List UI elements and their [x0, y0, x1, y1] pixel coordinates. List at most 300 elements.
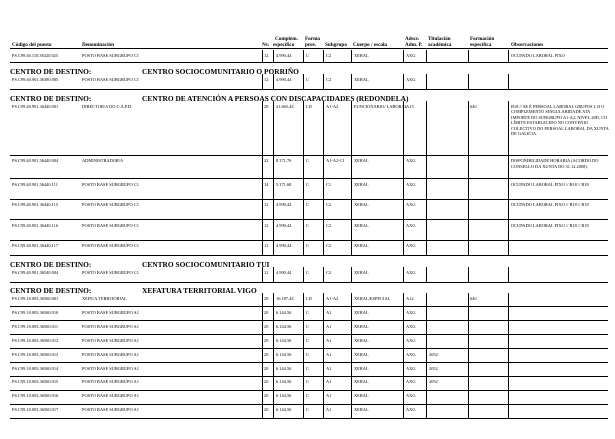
- column-divider: [323, 179, 324, 199]
- column-divider: [262, 199, 263, 219]
- header-nivel: Nv.: [262, 42, 270, 48]
- column-divider: [403, 293, 404, 306]
- row-complemento: 6.144,56: [276, 351, 292, 357]
- column-divider: [273, 74, 274, 89]
- row-subgrupo: A1: [326, 351, 332, 357]
- row-rule: [10, 282, 608, 283]
- column-divider: [508, 267, 509, 282]
- row-denominacion: POSTO BASE SUBGRUPO C1: [82, 181, 139, 187]
- row-code: PS.C99.40.901.36380.005: [12, 77, 59, 82]
- row-titulacion: 2052: [429, 365, 438, 371]
- column-divider: [323, 293, 324, 306]
- column-divider: [303, 335, 304, 348]
- column-divider: [403, 179, 404, 199]
- column-divider: [262, 220, 263, 240]
- row-rule: [10, 348, 608, 349]
- row-observaciones: OCUPADO LABORAL FIXO // B18 // B18: [511, 222, 589, 228]
- row-subgrupo: C2: [326, 53, 332, 58]
- column-divider: [351, 376, 352, 389]
- row-adscripcion: A12: [406, 296, 414, 301]
- row-subgrupo: C1: [326, 181, 332, 187]
- column-divider: [273, 240, 274, 255]
- column-divider: [468, 101, 469, 155]
- row-code: PS.C99.10.003.36560.012: [12, 337, 59, 343]
- row-code: PS.C99.10.003.36560.010: [12, 309, 59, 315]
- column-divider: [468, 74, 469, 89]
- column-divider: [508, 101, 509, 155]
- column-divider: [468, 390, 469, 403]
- column-divider: [262, 293, 263, 306]
- column-divider: [468, 50, 469, 62]
- column-divider: [273, 363, 274, 376]
- column-divider: [403, 376, 404, 389]
- column-divider: [303, 390, 304, 403]
- column-divider: [262, 50, 263, 62]
- column-divider: [262, 335, 263, 348]
- row-formacion: 640: [470, 103, 477, 109]
- row-denominacion: ADMINISTRADOR/A: [82, 158, 124, 163]
- row-nivel: 22: [264, 158, 269, 163]
- column-divider: [426, 335, 427, 348]
- row-cuerpo: XERAL: [354, 222, 369, 228]
- column-divider: [403, 50, 404, 62]
- column-divider: [351, 321, 352, 334]
- row-complemento: 8.171,76: [276, 158, 292, 163]
- row-denominacion: POSTO BASE SUBGRUPO C1: [82, 222, 139, 228]
- centro-destino-heading: [10, 286, 257, 295]
- row-adscripcion: AXG: [406, 53, 416, 58]
- column-divider: [426, 363, 427, 376]
- column-divider: [508, 349, 509, 362]
- column-divider: [323, 404, 324, 417]
- column-divider: [303, 293, 304, 306]
- column-divider: [426, 155, 427, 178]
- column-divider: [273, 349, 274, 362]
- column-divider: [273, 267, 274, 282]
- header-formacion-1: Formación: [470, 36, 495, 42]
- row-code: PS.C99.40.901.36440.001: [12, 103, 59, 109]
- row-denominacion: POSTO BASE SUBGRUPO A1: [82, 337, 139, 343]
- row-complemento: 4.990,44: [276, 53, 292, 58]
- header-adscripcion-1: Adscr.: [405, 36, 420, 42]
- column-divider: [403, 390, 404, 403]
- column-divider: [323, 267, 324, 282]
- row-subgrupo: A1: [326, 309, 332, 315]
- column-divider: [508, 74, 509, 89]
- column-divider: [403, 101, 404, 155]
- column-divider: [403, 240, 404, 255]
- column-divider: [323, 155, 324, 178]
- centro-label: CENTRO DE DESTINO:: [10, 67, 92, 76]
- column-divider: [403, 321, 404, 334]
- row-adscripcion: AXG: [406, 158, 416, 163]
- centro-label: CENTRO DE DESTINO:: [10, 93, 92, 103]
- row-rule: [10, 155, 608, 156]
- row-adscripcion: AXG: [406, 323, 416, 329]
- column-divider: [323, 101, 324, 155]
- row-denominacion: POSTO BASE SUBGRUPO A1: [82, 393, 139, 399]
- column-divider: [323, 240, 324, 255]
- row-adscripcion: AXG: [406, 337, 416, 343]
- column-divider: [508, 179, 509, 199]
- row-complemento: 6.144,56: [276, 323, 292, 329]
- row-cuerpo: XERAL: [354, 309, 369, 315]
- column-divider: [303, 220, 304, 240]
- column-divider: [508, 50, 509, 62]
- column-divider: [508, 240, 509, 255]
- header-denominacion: Denominación: [82, 42, 114, 48]
- column-divider: [323, 74, 324, 89]
- row-subgrupo: A1: [326, 407, 332, 413]
- row-denominacion: DIRECTOR/A DO C.A.P.D.: [82, 103, 133, 109]
- centro-destino-heading: [10, 259, 270, 269]
- centro-destino-heading: [10, 93, 409, 103]
- column-divider: [262, 179, 263, 199]
- row-cuerpo: XERAL: [354, 379, 369, 385]
- row-rule: [10, 62, 608, 63]
- header-forma-1: Forma: [305, 36, 320, 42]
- row-adscripcion: AXG: [406, 309, 416, 315]
- centro-label: CENTRO DE DESTINO:: [10, 286, 92, 295]
- column-divider: [468, 220, 469, 240]
- column-divider: [262, 404, 263, 417]
- row-cuerpo: XERAL: [354, 53, 369, 58]
- row-subgrupo: C2: [326, 77, 332, 82]
- column-divider: [468, 404, 469, 417]
- row-cuerpo: XERAL: [354, 158, 369, 163]
- row-titulacion: 2052: [429, 379, 438, 385]
- row-code: PS.C99.40.901.36440.115: [12, 202, 59, 207]
- row-nivel: 14: [264, 181, 269, 187]
- centro-name: CENTRO SOCIOCOMUNITARIO TUI: [142, 259, 270, 269]
- column-divider: [508, 220, 509, 240]
- row-subgrupo: C2: [326, 269, 332, 275]
- row-nivel: 12: [264, 53, 269, 58]
- header-codigo: Código del puesto: [12, 42, 52, 48]
- row-cuerpo: XERAL: [354, 243, 369, 248]
- column-divider: [351, 101, 352, 155]
- row-forma: C: [306, 337, 309, 343]
- column-divider: [323, 390, 324, 403]
- column-divider: [303, 50, 304, 62]
- row-rule: [10, 178, 608, 179]
- column-divider: [351, 199, 352, 219]
- row-code: PS.C99.40.901.36540.004: [12, 269, 59, 275]
- column-divider: [303, 179, 304, 199]
- row-code: PS.C99.10.003.36560.001: [12, 296, 59, 301]
- row-denominacion: POSTO BASE SUBGRUPO A1: [82, 323, 139, 329]
- column-divider: [508, 335, 509, 348]
- column-divider: [262, 363, 263, 376]
- row-nivel: 12: [264, 243, 269, 248]
- row-nivel: 20: [264, 379, 269, 385]
- row-cuerpo: XERAL: [354, 202, 369, 207]
- row-adscripcion: AXG: [406, 365, 416, 371]
- column-divider: [468, 199, 469, 219]
- column-divider: [351, 267, 352, 282]
- header-complemento-2: específico: [273, 42, 295, 48]
- row-complemento: 4.990,44: [276, 202, 292, 207]
- column-divider: [468, 240, 469, 255]
- column-divider: [508, 199, 509, 219]
- column-divider: [262, 321, 263, 334]
- row-subgrupo: A1: [326, 323, 332, 329]
- row-adscripcion: AXG: [406, 407, 416, 413]
- column-divider: [426, 74, 427, 89]
- column-divider: [468, 179, 469, 199]
- column-divider: [426, 390, 427, 403]
- row-subgrupo: A1-A2: [326, 103, 339, 109]
- row-nivel: 20: [264, 309, 269, 315]
- column-divider: [262, 307, 263, 320]
- row-forma: C: [306, 158, 309, 163]
- column-divider: [351, 50, 352, 62]
- column-divider: [351, 220, 352, 240]
- column-divider: [403, 404, 404, 417]
- column-divider: [323, 363, 324, 376]
- column-divider: [262, 74, 263, 89]
- column-divider: [303, 155, 304, 178]
- row-denominacion: POSTO BASE SUBGRUPO A1: [82, 379, 139, 385]
- column-divider: [403, 267, 404, 282]
- column-divider: [351, 363, 352, 376]
- row-nivel: 12: [264, 77, 269, 82]
- column-divider: [273, 376, 274, 389]
- row-code: PS.C99.40.901.36440.111: [12, 181, 58, 187]
- column-divider: [468, 293, 469, 306]
- header-rule: [10, 48, 608, 49]
- column-divider: [426, 199, 427, 219]
- column-divider: [262, 390, 263, 403]
- row-complemento: 5.171,68: [276, 181, 292, 187]
- row-complemento: 4.990,44: [276, 243, 292, 248]
- column-divider: [303, 349, 304, 362]
- column-divider: [323, 376, 324, 389]
- row-rule: [10, 219, 608, 220]
- row-subgrupo: C2: [326, 222, 332, 228]
- column-divider: [403, 349, 404, 362]
- row-adscripcion: AXG: [406, 77, 416, 82]
- row-code: PS.C99.40.901.36440.117: [12, 243, 59, 248]
- row-forma: C: [306, 309, 309, 315]
- column-divider: [273, 321, 274, 334]
- column-divider: [508, 155, 509, 178]
- column-divider: [351, 155, 352, 178]
- column-divider: [303, 240, 304, 255]
- row-forma: C: [306, 181, 309, 187]
- column-divider: [323, 220, 324, 240]
- row-forma: C: [306, 379, 309, 385]
- header-complemento-1: Complem.: [275, 36, 298, 42]
- row-rule: [10, 320, 608, 321]
- column-divider: [426, 307, 427, 320]
- row-cuerpo: XERAL: [354, 351, 369, 357]
- row-titulacion: 2052: [429, 351, 438, 357]
- row-rule: [10, 418, 608, 419]
- column-divider: [468, 267, 469, 282]
- row-cuerpo: XERAL: [354, 407, 369, 413]
- column-divider: [262, 267, 263, 282]
- row-subgrupo: A1: [326, 393, 332, 399]
- column-divider: [403, 335, 404, 348]
- column-divider: [273, 307, 274, 320]
- row-forma: C: [306, 202, 309, 207]
- column-divider: [426, 293, 427, 306]
- centro-name: XEFATURA TERRITORIAL VIGO: [142, 286, 257, 295]
- row-complemento: 6.144,56: [276, 379, 292, 385]
- column-divider: [403, 220, 404, 240]
- row-nivel: 20: [264, 337, 269, 343]
- column-divider: [303, 199, 304, 219]
- column-divider: [426, 267, 427, 282]
- row-forma: C: [306, 269, 309, 275]
- column-divider: [262, 349, 263, 362]
- column-divider: [273, 293, 274, 306]
- row-code: PS.C99.40.110.36320.025: [12, 53, 59, 58]
- row-formacion: 640: [470, 296, 477, 301]
- row-complemento: 6.144,56: [276, 393, 292, 399]
- column-divider: [426, 376, 427, 389]
- row-subgrupo: A1: [326, 365, 332, 371]
- row-nivel: 20: [264, 407, 269, 413]
- row-rule: [10, 334, 608, 335]
- header-cuerpo: Cuerpo / escala: [353, 42, 388, 48]
- row-forma: C: [306, 393, 309, 399]
- row-nivel: 20: [264, 323, 269, 329]
- row-subgrupo: C2: [326, 202, 332, 207]
- row-code: PS.C99.40.901.36440.004: [12, 158, 59, 163]
- column-divider: [323, 307, 324, 320]
- row-nivel: 12: [264, 269, 269, 275]
- row-forma: C: [306, 351, 309, 357]
- row-nivel: 12: [264, 222, 269, 228]
- row-cuerpo: XERAL: [354, 337, 369, 343]
- column-divider: [262, 240, 263, 255]
- row-code: PS.C99.10.003.36560.017: [12, 407, 59, 413]
- column-divider: [403, 74, 404, 89]
- row-code: PS.C99.10.003.36560.011: [12, 323, 59, 329]
- row-denominacion: POSTO BASE SUBGRUPO A1: [82, 365, 139, 371]
- row-forma: LD: [306, 103, 312, 109]
- column-divider: [508, 307, 509, 320]
- header-titulacion-1: Titulación: [428, 36, 451, 42]
- row-denominacion: POSTO BASE SUBGRUPO C1: [82, 77, 139, 82]
- row-forma: C: [306, 77, 309, 82]
- row-complemento: 4.990,44: [276, 77, 292, 82]
- row-complemento: 16.187,44: [276, 296, 294, 301]
- column-divider: [351, 335, 352, 348]
- table-row: [0, 104, 615, 157]
- column-divider: [508, 376, 509, 389]
- row-forma: LD: [306, 296, 312, 301]
- column-divider: [351, 179, 352, 199]
- column-divider: [403, 155, 404, 178]
- row-subgrupo: A1: [326, 337, 332, 343]
- column-divider: [303, 376, 304, 389]
- header-observaciones: Observaciones: [511, 42, 544, 48]
- row-nivel: 20: [264, 365, 269, 371]
- column-divider: [351, 240, 352, 255]
- column-divider: [468, 307, 469, 320]
- row-forma: C: [306, 365, 309, 371]
- row-cuerpo: XERAL: [354, 393, 369, 399]
- row-code: PS.C99.10.003.36560.016: [12, 393, 59, 399]
- row-forma: C: [306, 53, 309, 58]
- column-divider: [426, 179, 427, 199]
- row-rule: [10, 89, 608, 90]
- row-adscripcion: AXG: [406, 393, 416, 399]
- column-divider: [426, 404, 427, 417]
- row-observaciones: B18 // SE É PERSOAL LABORAL GRUPOS I, II O COMPLEMENTO SINGULARIDADE ATA IMPORTE DO SUBGRUPO A1-A2, NIVEL 28D, CO LÍMITE ESTABLECIDO NO CONVENIO COLECTIVO DO PERSOAL LABORAL DA XUNTA DE GALICIA.: [511, 103, 609, 136]
- column-divider: [351, 293, 352, 306]
- row-complemento: 6.144,56: [276, 407, 292, 413]
- row-rule: [10, 376, 608, 377]
- table-row: [0, 158, 615, 180]
- centro-name: CENTRO DE ATENCIÓN A PERSOAS CON DISCAPACIDADES (REDONDELA): [142, 93, 409, 103]
- row-cuerpo: XERAL: [354, 181, 369, 187]
- row-rule: [10, 240, 608, 241]
- row-code: PS.C99.40.901.36440.116: [12, 222, 59, 228]
- column-divider: [303, 404, 304, 417]
- column-divider: [468, 376, 469, 389]
- column-divider: [468, 363, 469, 376]
- row-subgrupo: C2: [326, 243, 332, 248]
- column-divider: [323, 50, 324, 62]
- row-adscripcion: AXG: [406, 351, 416, 357]
- column-divider: [323, 349, 324, 362]
- column-divider: [468, 349, 469, 362]
- column-divider: [508, 390, 509, 403]
- row-adscripcion: AXG: [406, 181, 416, 187]
- column-divider: [351, 349, 352, 362]
- header-adscripcion-2: Adm. P.: [405, 42, 423, 48]
- row-complemento: 6.144,56: [276, 309, 292, 315]
- column-divider: [508, 293, 509, 306]
- column-divider: [508, 321, 509, 334]
- column-divider: [323, 321, 324, 334]
- column-divider: [323, 199, 324, 219]
- row-forma: C: [306, 407, 309, 413]
- column-divider: [273, 179, 274, 199]
- row-rule: [10, 199, 608, 200]
- column-divider: [468, 155, 469, 178]
- row-denominacion: POSTO BASE SUBGRUPO A1: [82, 407, 139, 413]
- column-divider: [351, 307, 352, 320]
- column-divider: [273, 335, 274, 348]
- column-divider: [303, 307, 304, 320]
- column-divider: [303, 267, 304, 282]
- header-formacion-2: específica: [470, 42, 492, 48]
- column-divider: [426, 321, 427, 334]
- column-divider: [468, 335, 469, 348]
- row-rule: [10, 362, 608, 363]
- row-observaciones: OCUPADO LABORAL FIXO: [511, 53, 565, 58]
- column-divider: [262, 155, 263, 178]
- column-divider: [351, 404, 352, 417]
- row-nivel: 28: [264, 103, 269, 109]
- column-divider: [303, 74, 304, 89]
- row-code: PS.C99.10.003.36560.014: [12, 365, 59, 371]
- row-cuerpo: XERAL/ESPECIAL: [354, 296, 391, 301]
- row-denominacion: POSTO BASE SUBGRUPO C1: [82, 202, 139, 207]
- row-cuerpo: XERAL: [354, 77, 369, 82]
- column-divider: [273, 199, 274, 219]
- row-complemento: 6.144,56: [276, 365, 292, 371]
- column-divider: [426, 220, 427, 240]
- row-code: PS.C99.10.003.36560.013: [12, 351, 59, 357]
- column-divider: [303, 321, 304, 334]
- column-divider: [508, 404, 509, 417]
